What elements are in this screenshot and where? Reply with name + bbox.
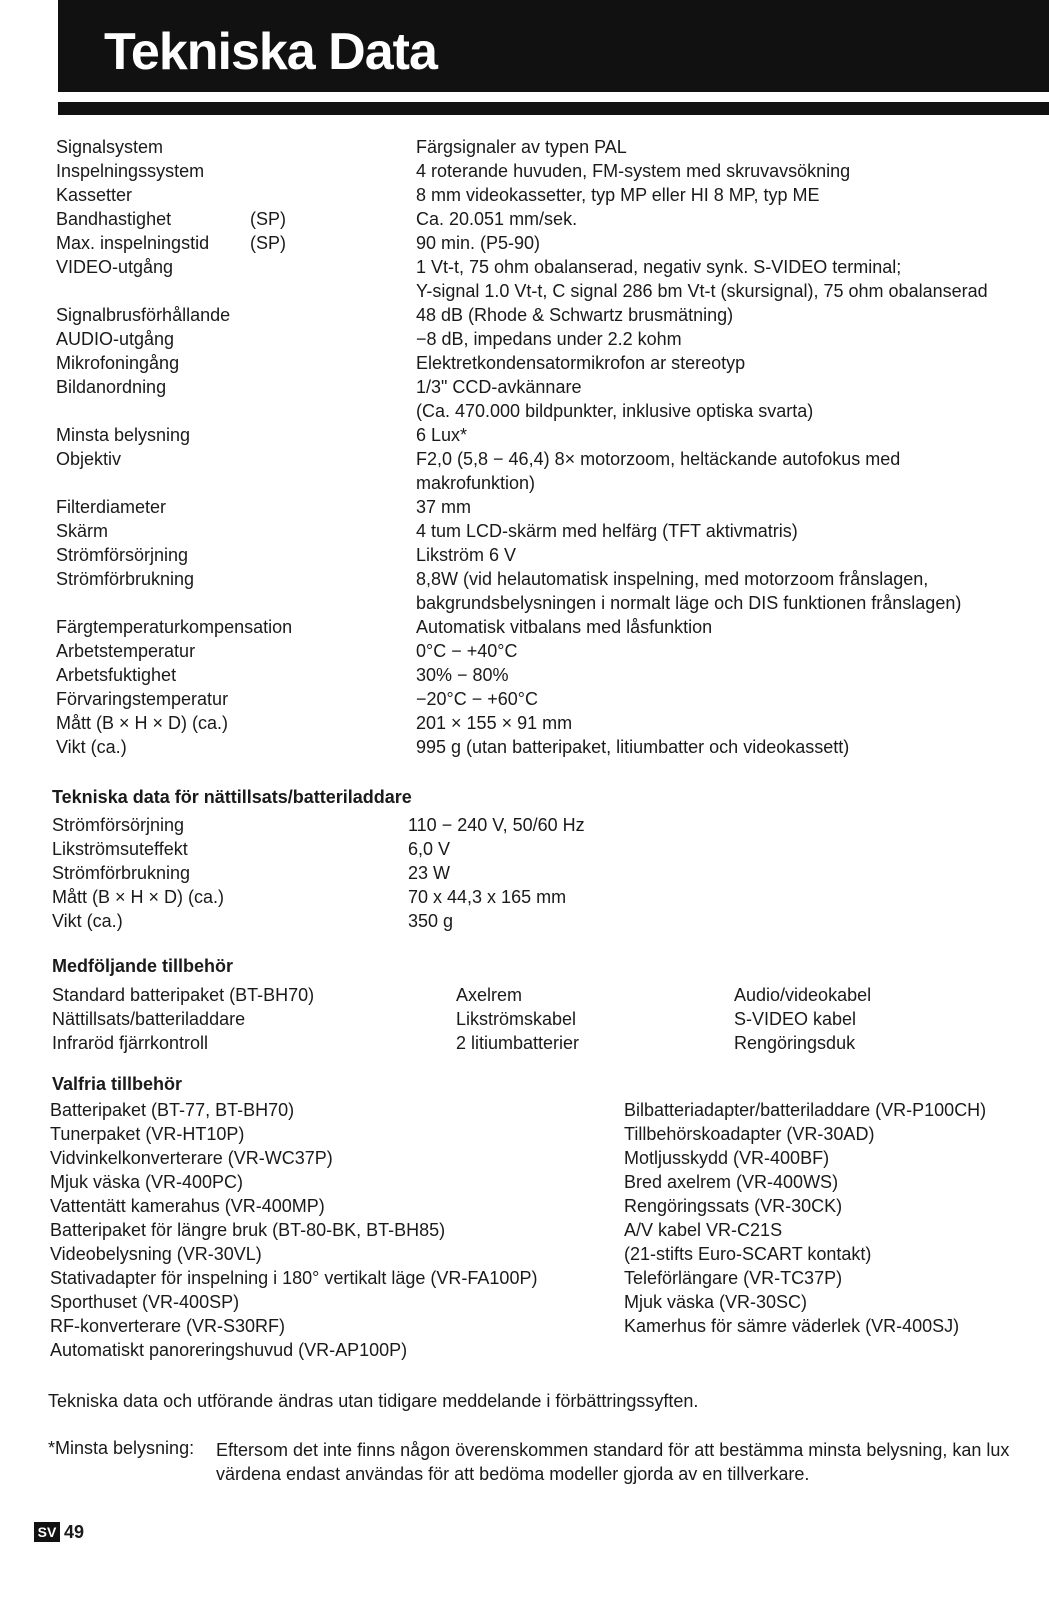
- spec-value: 8 mm videokassetter, typ MP eller HI 8 MP, typ ME: [416, 185, 820, 205]
- included-heading: Medföljande tillbehör: [52, 956, 234, 976]
- spec-row: [56, 135, 1046, 159]
- disclaimer: Tekniska data och utförande ändras utan tidigare meddelande i förbättringssyften.: [48, 1391, 699, 1411]
- spec-value: 37 mm: [416, 497, 472, 517]
- page-title: Tekniska Data: [104, 23, 437, 81]
- spec-row: [56, 423, 1046, 447]
- optional-item: RF-konverterare (VR-S30RF): [50, 1316, 286, 1336]
- optional-item: Vattentätt kamerahus (VR-400MP): [50, 1196, 325, 1216]
- spec-value: 4 roterande huvuden, FM-system med skruvavsökning: [416, 161, 851, 181]
- optional-item: Teleförlängare (VR-TC37P): [624, 1268, 843, 1288]
- spec-mode: (SP): [250, 209, 286, 229]
- spec-label: Kassetter: [56, 185, 133, 205]
- spec-row: [56, 255, 1046, 303]
- psu-heading: Tekniska data för nättillsats/batteriladdare: [52, 787, 412, 807]
- psu-value: 6,0 V: [408, 839, 451, 859]
- included-col-3: [734, 983, 871, 1055]
- spec-label: Arbetsfuktighet: [56, 665, 177, 685]
- spec-value: 995 g (utan batteripaket, litiumbatter och videokassett): [416, 737, 850, 757]
- optional-item: Videobelysning (VR-30VL): [50, 1244, 262, 1264]
- optional-col-2: [624, 1098, 986, 1338]
- spec-label: Signalbrusförhållande: [56, 305, 231, 325]
- spec-value: Ca. 20.051 mm/sek.: [416, 209, 578, 229]
- included-item: Nättillsats/batteriladdare: [52, 1009, 246, 1029]
- footnote-text: Eftersom det inte finns någon överenskommen standard för att bestämma minsta belysning, kan lux värdena endast användas för att bedöma modeller gjorda av en tillverkare.: [216, 1440, 1010, 1484]
- psu-row: [52, 813, 672, 837]
- optional-item: Rengöringssats (VR-30CK): [624, 1196, 843, 1216]
- spec-label: Bandhastighet: [56, 209, 172, 229]
- spec-label: Vikt (ca.): [56, 737, 127, 757]
- included-item: Rengöringsduk: [734, 1033, 856, 1053]
- language-badge: SV: [34, 1522, 60, 1542]
- psu-table: [52, 813, 672, 933]
- spec-value: 48 dB (Rhode & Schwartz brusmätning): [416, 305, 734, 325]
- optional-item: Batteripaket för längre bruk (BT-80-BK, BT-BH85): [50, 1220, 446, 1240]
- optional-heading: Valfria tillbehör: [52, 1074, 183, 1094]
- psu-row: [52, 885, 672, 909]
- optional-item: (21-stifts Euro-SCART kontakt): [624, 1244, 872, 1264]
- spec-value: 4 tum LCD-skärm med helfärg (TFT aktivmatris): [416, 521, 798, 541]
- footnote-label: *Minsta belysning:: [48, 1438, 195, 1458]
- psu-label: Strömförsörjning: [52, 815, 185, 835]
- optional-item: Mjuk väska (VR-30SC): [624, 1292, 808, 1312]
- optional-item: Stativadapter för inspelning i 180° vertikalt läge (VR-FA100P): [50, 1268, 538, 1288]
- psu-label: Strömförbrukning: [52, 863, 191, 883]
- included-item: S-VIDEO kabel: [734, 1009, 857, 1029]
- spec-mode: (SP): [250, 233, 286, 253]
- included-item: Axelrem: [456, 985, 523, 1005]
- spec-label: Signalsystem: [56, 137, 164, 157]
- spec-table: [56, 135, 1046, 759]
- spec-value: 8,8W (vid helautomatisk inspelning, med motorzoom frånslagen, bakgrundsbelysningen i normalt läge och DIS funktionen frånslagen): [416, 569, 962, 613]
- spec-value: 0°C − +40°C: [416, 641, 518, 661]
- included-item: Infraröd fjärrkontroll: [52, 1033, 209, 1053]
- psu-value: 70 x 44,3 x 165 mm: [408, 887, 567, 907]
- spec-label: Strömförbrukning: [56, 569, 195, 589]
- spec-row: [56, 183, 1046, 207]
- spec-label: Arbetstemperatur: [56, 641, 196, 661]
- optional-item: Tillbehörskoadapter (VR-30AD): [624, 1124, 875, 1144]
- optional-item: Vidvinkelkonverterare (VR-WC37P): [50, 1148, 333, 1168]
- spec-row: [56, 303, 1046, 327]
- spec-value: 30% − 80%: [416, 665, 509, 685]
- spec-label: AUDIO-utgång: [56, 329, 175, 349]
- psu-value: 350 g: [408, 911, 454, 931]
- spec-value: Likström 6 V: [416, 545, 517, 565]
- spec-label: Minsta belysning: [56, 425, 191, 445]
- spec-row: [56, 711, 1046, 735]
- spec-row: [56, 543, 1046, 567]
- included-item: 2 litiumbatterier: [456, 1033, 580, 1053]
- spec-label: Skärm: [56, 521, 109, 541]
- optional-item: Batteripaket (BT-77, BT-BH70): [50, 1100, 295, 1120]
- spec-row: [56, 687, 1046, 711]
- spec-label: Mikrofoningång: [56, 353, 180, 373]
- spec-value: Automatisk vitbalans med låsfunktion: [416, 617, 713, 637]
- optional-item: Bilbatteriadapter/batteriladdare (VR-P100CH): [624, 1100, 987, 1120]
- psu-row: [52, 909, 672, 933]
- header-rule: [58, 102, 1049, 115]
- optional-item: Sporthuset (VR-400SP): [50, 1292, 240, 1312]
- spec-value: 201 × 155 × 91 mm: [416, 713, 573, 733]
- included-col-1: [52, 983, 314, 1055]
- spec-row: [56, 735, 1046, 759]
- spec-label: Filterdiameter: [56, 497, 167, 517]
- optional-item: Kamerhus för sämre väderlek (VR-400SJ): [624, 1316, 960, 1336]
- included-item: Standard batteripaket (BT-BH70): [52, 985, 315, 1005]
- spec-row: [56, 615, 1046, 639]
- spec-value: 6 Lux*: [416, 425, 468, 445]
- included-item: Likströmskabel: [456, 1009, 577, 1029]
- spec-label: Max. inspelningstid: [56, 233, 210, 253]
- spec-row: [56, 351, 1046, 375]
- spec-label: Färgtemperaturkompensation: [56, 617, 293, 637]
- optional-item: Automatiskt panoreringshuvud (VR-AP100P): [50, 1340, 408, 1360]
- spec-row: [56, 207, 1046, 231]
- spec-label: Objektiv: [56, 449, 122, 469]
- psu-label: Likströmsuteffekt: [52, 839, 188, 859]
- included-item: Audio/videokabel: [734, 985, 872, 1005]
- spec-row: [56, 327, 1046, 351]
- optional-item: Motljusskydd (VR-400BF): [624, 1148, 830, 1168]
- optional-item: Mjuk väska (VR-400PC): [50, 1172, 244, 1192]
- spec-value: 1 Vt-t, 75 ohm obalanserad, negativ synk. S-VIDEO terminal; Y-signal 1.0 Vt-t, C signal 286 bm Vt-t (skursignal), 75 ohm obalanserad: [416, 257, 988, 301]
- spec-label: Bildanordning: [56, 377, 167, 397]
- psu-value: 23 W: [408, 863, 451, 883]
- spec-label: Mått (B × H × D) (ca.): [56, 713, 229, 733]
- spec-label: Strömförsörjning: [56, 545, 189, 565]
- optional-item: Tunerpaket (VR-HT10P): [50, 1124, 245, 1144]
- spec-row: [56, 663, 1046, 687]
- spec-row: [56, 447, 1046, 495]
- spec-row: [56, 519, 1046, 543]
- spec-row: [56, 639, 1046, 663]
- spec-value: Färgsignaler av typen PAL: [416, 137, 627, 157]
- spec-label: Förvaringstemperatur: [56, 689, 229, 709]
- spec-label: Inspelningssystem: [56, 161, 205, 181]
- included-col-2: [456, 983, 579, 1055]
- psu-value: 110 − 240 V, 50/60 Hz: [408, 815, 585, 835]
- spec-row: [56, 495, 1046, 519]
- spec-row: [56, 375, 1046, 423]
- spec-row: [56, 159, 1046, 183]
- optional-item: A/V kabel VR-C21S: [624, 1220, 783, 1240]
- spec-row: [56, 231, 1046, 255]
- page-number: 49: [64, 1522, 85, 1542]
- psu-label: Vikt (ca.): [52, 911, 123, 931]
- spec-value: 1/3" CCD-avkännare (Ca. 470.000 bildpunkter, inklusive optiska svarta): [416, 377, 814, 421]
- spec-value: F2,0 (5,8 − 46,4) 8× motorzoom, heltäckande autofokus med makrofunktion): [416, 449, 901, 493]
- spec-value: −20°C − +60°C: [416, 689, 538, 709]
- optional-col-1: [50, 1098, 537, 1362]
- spec-value: −8 dB, impedans under 2.2 kohm: [416, 329, 682, 349]
- optional-item: Bred axelrem (VR-400WS): [624, 1172, 839, 1192]
- psu-row: [52, 861, 672, 885]
- psu-label: Mått (B × H × D) (ca.): [52, 887, 225, 907]
- spec-row: [56, 567, 1046, 615]
- spec-label: VIDEO-utgång: [56, 257, 174, 277]
- psu-row: [52, 837, 672, 861]
- spec-value: 90 min. (P5-90): [416, 233, 541, 253]
- spec-value: Elektretkondensatormikrofon ar stereotyp: [416, 353, 746, 373]
